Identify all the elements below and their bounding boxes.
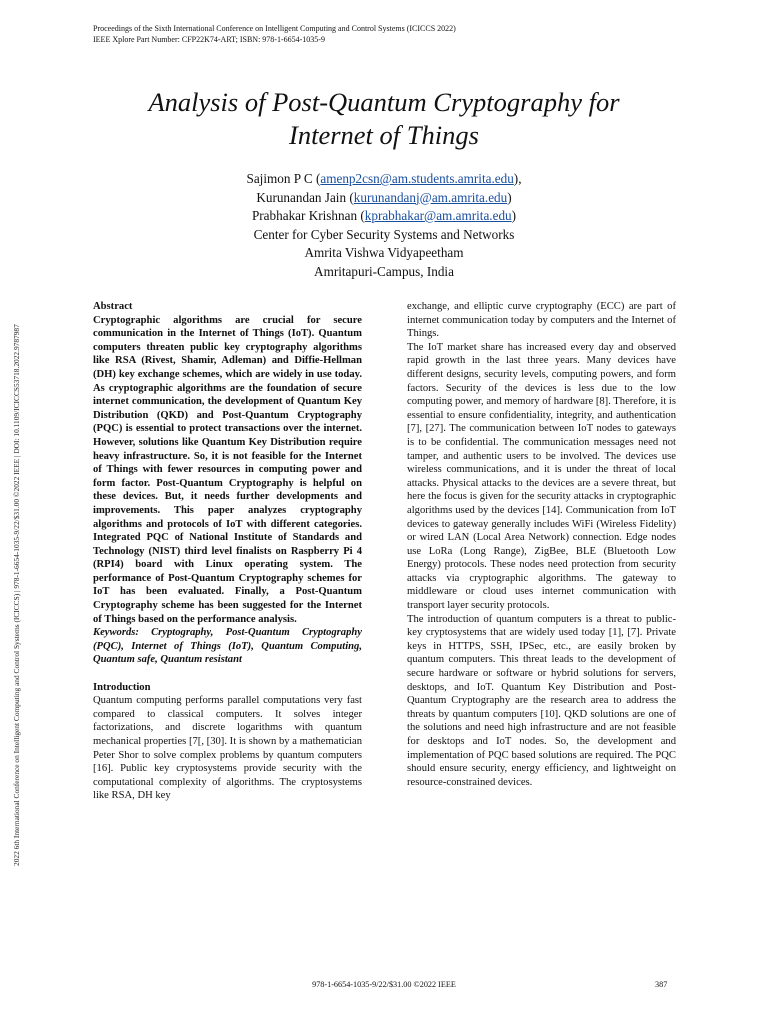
right-paragraph-1: exchange, and elliptic curve cryptography (ECC) are part of internet communication today by computers and the Internet of Things. bbox=[407, 301, 676, 340]
page-number: 387 bbox=[655, 980, 668, 989]
paper-title bbox=[60, 86, 708, 151]
keywords: Keywords: Cryptography, Post-Quantum Cryptography (PQC), Internet of Things (IoT), Quantum Computing, Quantum safe, Quantum resistant bbox=[93, 627, 362, 666]
author-3-email-link[interactable]: kprabhakar@am.amrita.edu bbox=[364, 208, 512, 223]
title-line-2: Internet of Things bbox=[289, 119, 479, 150]
author-1 bbox=[100, 170, 668, 189]
affiliation-campus: Amritapuri-Campus, India bbox=[314, 263, 454, 279]
right-paragraph-3: The introduction of quantum computers is a threat to public-key cryptosystems that are widely used today [1], [7]. Private keys in HTTPS, SSH, IPSec, etc., are easily broken by quantum computers. This threat leads to the development of secure hardware or software or hybrid solutions for servers, desktops, and IoT. Quantum Key Distribution and Post-Quantum Cryptography are the research area to address the threats by quantum computers [10]. QKD solutions are one of the solutions and need high infrastructure and are not feasible for desktops and IoT nodes. So, the development and implementation of PQC based solutions are required. The PQC should ensure security, energy efficiency, and lightweight on resource-constrained devices. bbox=[407, 613, 676, 788]
affiliation-university: Amrita Vishwa Vidyapeetham bbox=[304, 245, 464, 260]
author-1-email-link[interactable]: amenp2csn@am.students.amrita.edu bbox=[320, 171, 514, 186]
doi-sidebar: 2022 6th International Conference on Intelligent Computing and Control Systems (ICICCS) | 978-1-6654-1035-9/22/$31.00 ©2022 IEEE | DOI: 10.1109/ICICCS53718.2022.9787987 bbox=[12, 324, 21, 866]
right-paragraph-2: The IoT market share has increased every day and observed rapid growth in the last three years. Many devices have different designs, security levels, computing powers, and form factors. Security of the devices is less due to the low computing power, and memory of hardware [8]. Therefore, it is essential to ensure confidentiality, integrity, and authentication [7], [27]. The communication between IoT nodes to gateways is to be confidential. The communication messages need not tamper, and authentic users to be involved. The devices use wireless communications, and it is under the threat of local attacks. Physical attacks to the devices are a severe threat, but here the focus is given for the security attacks in cryptographic algorithms used by the devices [14]. Communication from IoT devices to gateway generally includes WiFi (Wireless Fidelity) or wired LAN (Local Area Network) connection. Edge nodes use LoRa (Long Range), ZigBee, BLE (Bluetooth Low Energy) protocols. These nodes need protection from security attacks via cryptographic algorithms. The gateway to middleware or cloud uses internet communication with transport layer security protocols. bbox=[407, 341, 676, 612]
right-column bbox=[407, 300, 676, 789]
author-2-email-link[interactable]: kurunandanj@am.amrita.edu bbox=[353, 189, 508, 205]
title-line-1: Analysis of Post-Quantum Cryptography for bbox=[148, 87, 620, 117]
footer-copyright: 978-1-6654-1035-9/22/$31.00 ©2022 IEEE bbox=[312, 980, 456, 989]
left-column bbox=[93, 300, 362, 803]
author-2-name: Kurunandan Jain ( bbox=[256, 189, 354, 205]
author-2-suffix: ) bbox=[507, 189, 512, 205]
author-1-suffix: ), bbox=[513, 171, 522, 186]
header-isbn-line: IEEE Xplore Part Number: CFP22K74-ART; ISBN: 978-1-6654-1035-9 bbox=[93, 34, 325, 44]
header-conference-line: Proceedings of the Sixth International Conference on Intelligent Computing and Control Systems (ICICCS 2022) bbox=[93, 24, 456, 33]
author-3-name: Prabhakar Krishnan ( bbox=[251, 208, 365, 223]
affiliation-center: Center for Cyber Security Systems and Networks bbox=[253, 226, 515, 242]
abstract-body: Cryptographic algorithms are crucial for secure communication in the Internet of Things (IoT). Quantum computers threaten public key cryptography algorithms like RSA (Rivest, Shamir, Adleman) and Diffie-Hellman (DH) key exchange schemes, which are widely in use today. As cryptographic algorithms are the foundation of secure internet communication, the development of Quantum Key Distribution (QKD) and Post-Quantum Cryptography (PQC) is essential to protect transactions over the internet. However, solutions like Quantum Key Distribution require heavy infrastructure. So, it is not feasible for the Internet of Things with fewer resources in computing power and form factor. Post-Quantum Cryptography is helpful on these devices. But, it needs further developments and improvements. This paper analyzes cryptography algorithms and protocols of IoT with different categories. Integrated PQC of National Institute of Standards and Technology (NIST) third level finalists on Raspberry Pi 4 (RPI4) board with Linux operating system. The performance of Post-Quantum Cryptography schemes for IoT has been evaluated. Finally, a Post-Quantum Cryptography scheme has been suggested for the Internet of Things based on the performance analysis. bbox=[93, 314, 362, 625]
author-block bbox=[100, 170, 668, 281]
proceedings-header bbox=[93, 24, 693, 45]
section-gap bbox=[93, 667, 362, 681]
abstract-heading: Abstract bbox=[93, 301, 133, 312]
author-1-name: Sajimon P C ( bbox=[246, 171, 321, 186]
introduction-heading: Introduction bbox=[93, 681, 151, 693]
author-2 bbox=[100, 189, 668, 208]
author-3 bbox=[100, 207, 668, 226]
introduction-paragraph-1: Quantum computing performs parallel computations very fast compared to classical computers. It solves integer factorizations, and discrete logarithms with quantum mechanical properties [7[, [30]. It is shown by a mathematician Peter Shor to solve complex problems by quantum computers [16]. Public key cryptosystems provide security with the computational complexity of algorithms. The cryptosystems like RSA, DH key bbox=[93, 695, 362, 802]
author-3-suffix: ) bbox=[511, 208, 517, 223]
